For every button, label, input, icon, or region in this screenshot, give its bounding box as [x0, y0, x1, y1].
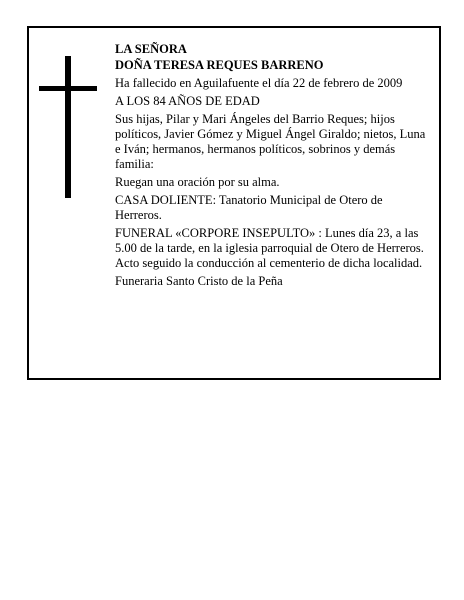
deceased-name: DOÑA TERESA REQUES BARRENO [115, 58, 324, 72]
wake-location: CASA DOLIENTE: Tanatorio Municipal de Otero de Herreros. [115, 193, 383, 222]
cross-horizontal-bar [39, 86, 97, 91]
cross-vertical-bar [65, 56, 71, 198]
funeral-details: FUNERAL «CORPORE INSEPULTO» : Lunes día 23, a las 5.00 de la tarde, en la iglesia parroquial de Otero de Herreros. Acto seguido la conducción al cementerio de dicha localidad. [115, 226, 424, 270]
notice-text-block [115, 42, 431, 292]
funeral-home: Funeraria Santo Cristo de la Peña [115, 274, 283, 288]
family-list: Sus hijas, Pilar y Mari Ángeles del Barrio Reques; hijos políticos, Javier Gómez y Miguel Ángel Giraldo; nietos, Luna e Iván; hermanos, hermanos políticos, sobrinos y demás familia: [115, 112, 426, 171]
obituary-notice [27, 26, 441, 380]
notice-title: LA SEÑORA [115, 42, 187, 56]
age-statement: A LOS 84 AÑOS DE EDAD [115, 94, 260, 108]
cross-icon [39, 56, 97, 198]
prayer-request: Ruegan una oración por su alma. [115, 175, 280, 189]
death-statement: Ha fallecido en Aguilafuente el día 22 de febrero de 2009 [115, 76, 403, 90]
